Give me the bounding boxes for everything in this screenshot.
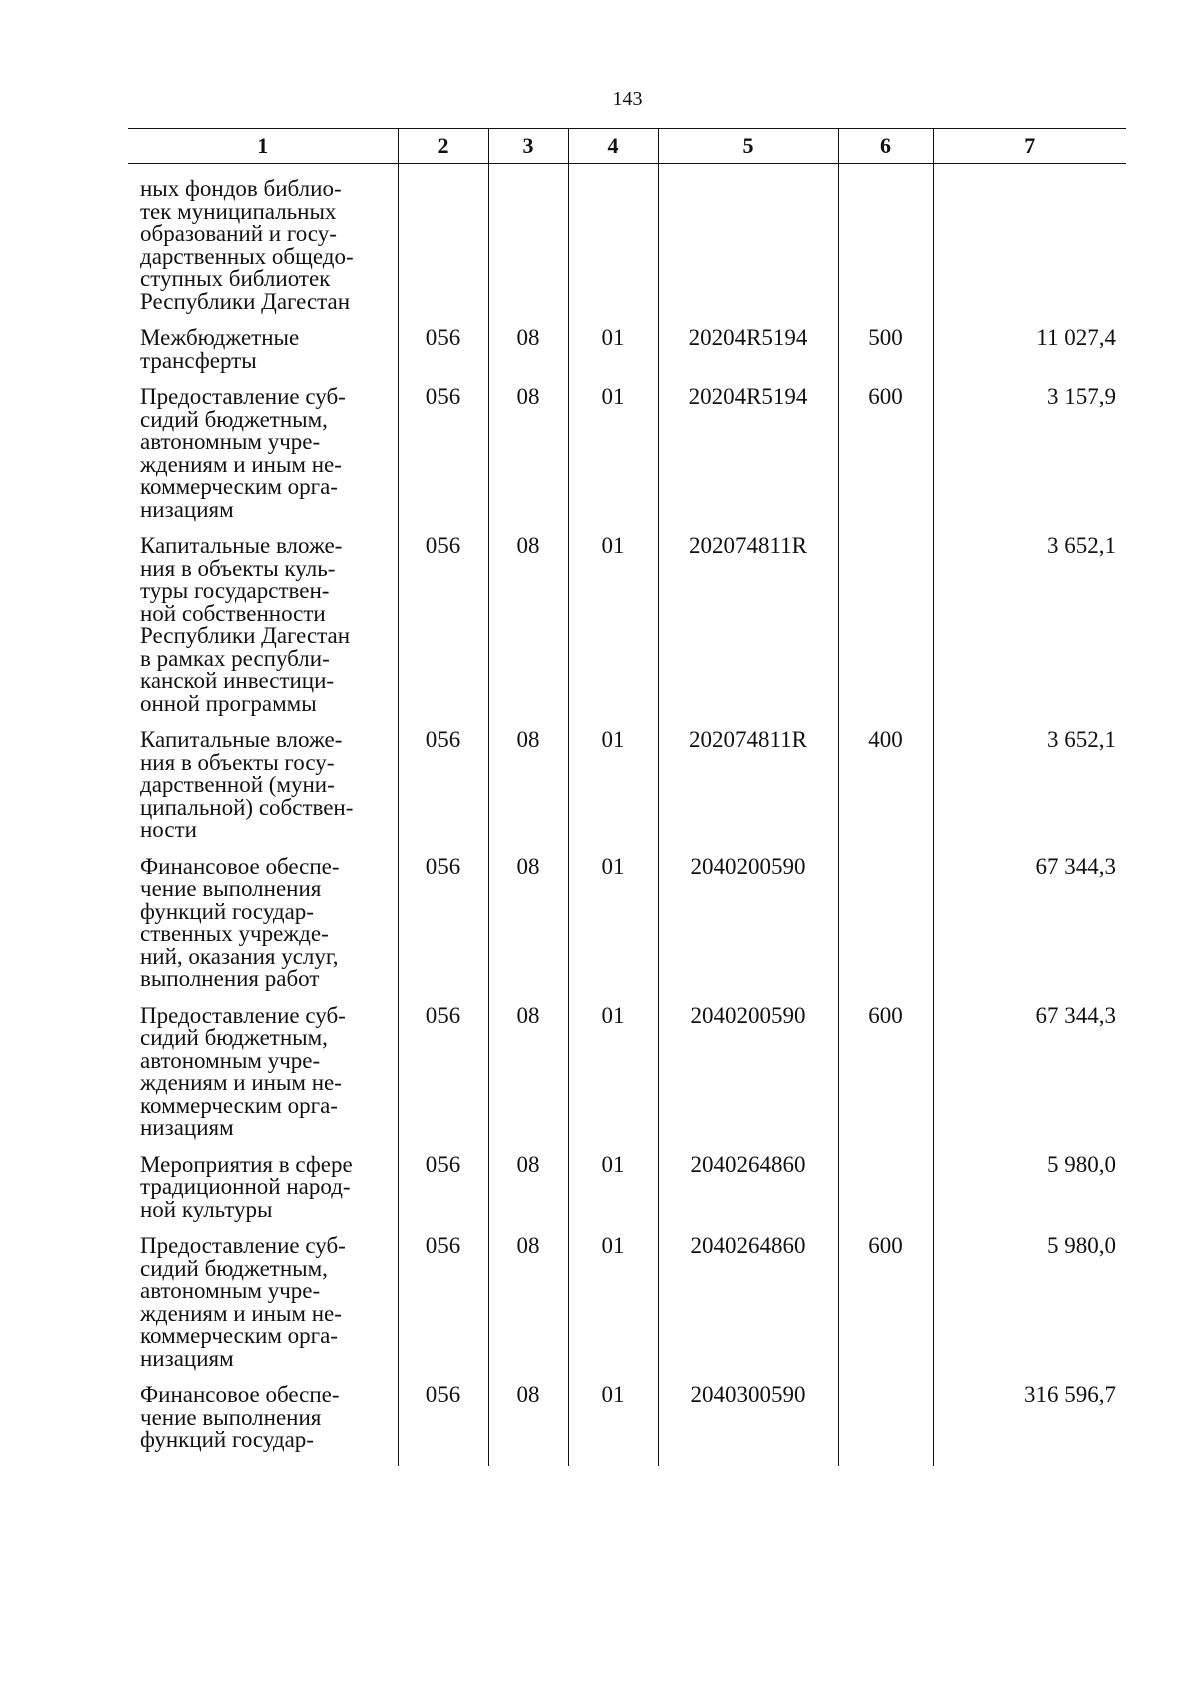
row-description: Межбюджетные трансферты: [140, 325, 300, 373]
table-row: [128, 1235, 1126, 1384]
cell-expense-type: 500: [838, 327, 933, 386]
column-header: 6: [838, 129, 933, 164]
row-description: Предоставление суб- сидий бюджетным, автономным учре- ждениям и иным не- коммерческим орга- низациям: [140, 1233, 346, 1371]
cell-section: 08: [488, 327, 568, 386]
cell-ministry-code: 056: [398, 1235, 488, 1384]
column-header: 7: [933, 129, 1126, 164]
cell-section: 08: [488, 535, 568, 729]
cell-expense-type: [838, 1384, 933, 1466]
row-description: Предоставление суб- сидий бюджетным, автономным учре- ждениям и иным не- коммерческим орга- низациям: [140, 384, 346, 522]
cell-target-article: 2040264860: [658, 1154, 838, 1236]
cell-target-article: 202074811R: [658, 535, 838, 729]
cell-expense-type: 600: [838, 1235, 933, 1384]
cell-amount: 3 652,1: [933, 535, 1126, 729]
cell-section: 08: [488, 856, 568, 1005]
cell-target-article: 2040300590: [658, 1384, 838, 1466]
table-row: [128, 535, 1126, 729]
cell-section: [488, 178, 568, 327]
cell-subsection: 01: [568, 386, 658, 535]
column-header: 4: [568, 129, 658, 164]
cell-section: 08: [488, 1235, 568, 1384]
cell-expense-type: 400: [838, 729, 933, 856]
cell-target-article: 20204R5194: [658, 327, 838, 386]
column-header: 2: [398, 129, 488, 164]
table-row: [128, 1384, 1126, 1466]
table-row: [128, 1005, 1126, 1154]
cell-amount: 67 344,3: [933, 856, 1126, 1005]
cell-expense-type: [838, 1154, 933, 1236]
cell-section: 08: [488, 1005, 568, 1154]
table-row: [128, 178, 1126, 327]
table-row: [128, 856, 1126, 1005]
cell-section: 08: [488, 386, 568, 535]
cell-ministry-code: 056: [398, 729, 488, 856]
cell-target-article: 2040200590: [658, 1005, 838, 1154]
cell-amount: 5 980,0: [933, 1154, 1126, 1236]
table-row: [128, 327, 1126, 386]
row-description: Предоставление суб- сидий бюджетным, автономным учре- ждениям и иным не- коммерческим орга- низациям: [140, 1002, 346, 1140]
cell-subsection: 01: [568, 535, 658, 729]
cell-target-article: 2040264860: [658, 1235, 838, 1384]
cell-ministry-code: 056: [398, 1384, 488, 1466]
cell-amount: 3 157,9: [933, 386, 1126, 535]
page-number: 143: [612, 88, 643, 110]
table-row: [128, 1154, 1126, 1236]
row-description: ных фондов библио- тек муниципальных образований и госу- дарственных общедо- ступных библиотек Республики Дагестан: [140, 176, 354, 314]
cell-ministry-code: 056: [398, 1154, 488, 1236]
cell-target-article: [658, 178, 838, 327]
row-description: Мероприятия в сфере традиционной народ- ной культуры: [140, 1151, 353, 1222]
budget-table: [128, 128, 1126, 1466]
cell-amount: 316 596,7: [933, 1384, 1126, 1466]
cell-amount: 3 652,1: [933, 729, 1126, 856]
table-row: [128, 386, 1126, 535]
cell-subsection: 01: [568, 729, 658, 856]
cell-expense-type: [838, 856, 933, 1005]
cell-subsection: 01: [568, 1005, 658, 1154]
cell-ministry-code: 056: [398, 327, 488, 386]
row-description: Финансовое обеспе- чение выполнения функций государ-: [140, 1382, 340, 1452]
cell-subsection: 01: [568, 327, 658, 386]
cell-expense-type: 600: [838, 386, 933, 535]
cell-ministry-code: 056: [398, 386, 488, 535]
cell-section: 08: [488, 729, 568, 856]
cell-amount: 11 027,4: [933, 327, 1126, 386]
cell-subsection: [568, 178, 658, 327]
cell-ministry-code: [398, 178, 488, 327]
cell-amount: 5 980,0: [933, 1235, 1126, 1384]
table-row: [128, 729, 1126, 856]
cell-amount: [933, 178, 1126, 327]
cell-amount: 67 344,3: [933, 1005, 1126, 1154]
column-header: 5: [658, 129, 838, 164]
row-description: Финансовое обеспе- чение выполнения функций государ- ственных учрежде- ний, оказания услуг, выполнения работ: [140, 853, 340, 991]
cell-subsection: 01: [568, 1235, 658, 1384]
cell-subsection: 01: [568, 1384, 658, 1466]
cell-section: 08: [488, 1384, 568, 1466]
cell-target-article: 20204R5194: [658, 386, 838, 535]
cell-ministry-code: 056: [398, 535, 488, 729]
cell-target-article: 202074811R: [658, 729, 838, 856]
row-description: Капитальные вложе- ния в объекты куль- туры государствен- ной собственности Республики Дагестан в рамках республи- канской инвестици- онной программы: [140, 533, 350, 716]
cell-target-article: 2040200590: [658, 856, 838, 1005]
cell-ministry-code: 056: [398, 1005, 488, 1154]
cell-section: 08: [488, 1154, 568, 1236]
cell-subsection: 01: [568, 856, 658, 1005]
cell-ministry-code: 056: [398, 856, 488, 1005]
column-header: 1: [128, 129, 398, 164]
cell-subsection: 01: [568, 1154, 658, 1236]
row-description: Капитальные вложе- ния в объекты госу- дарственной (муни- ципальной) собствен- ности: [140, 727, 354, 842]
table-header-row: [128, 129, 1126, 164]
cell-expense-type: [838, 535, 933, 729]
cell-expense-type: 600: [838, 1005, 933, 1154]
cell-expense-type: [838, 178, 933, 327]
column-header: 3: [488, 129, 568, 164]
